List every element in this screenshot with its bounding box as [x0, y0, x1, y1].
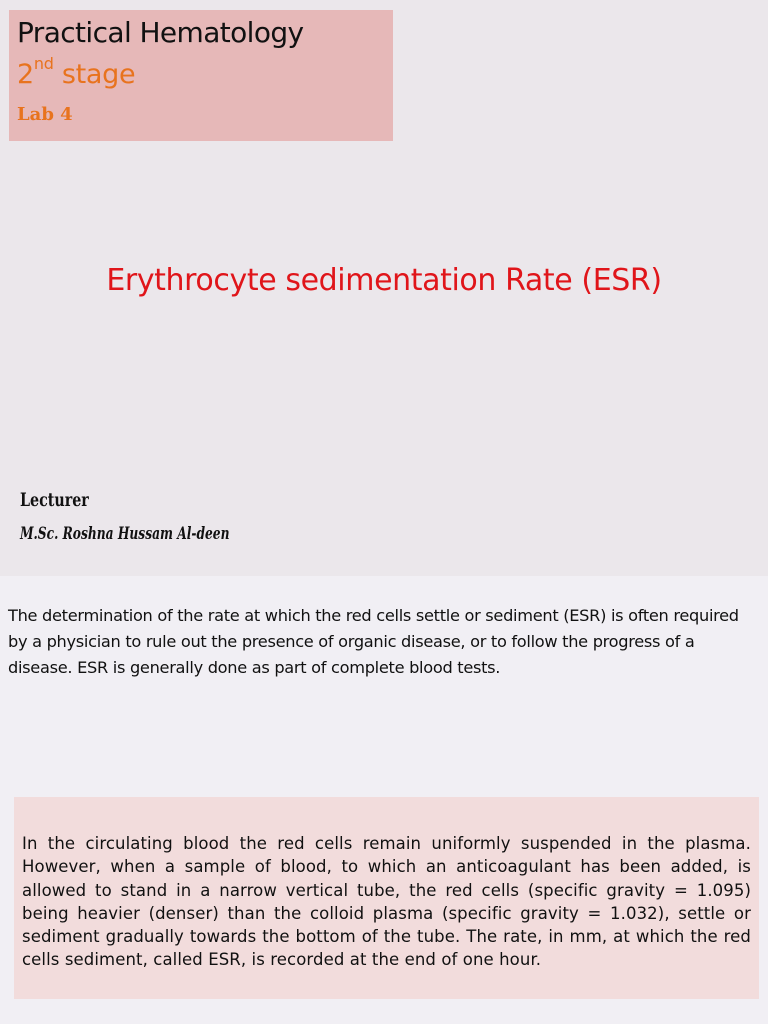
course-header-box: [9, 10, 393, 141]
stage-number: 2: [17, 59, 34, 90]
stage-suffix: nd: [33, 54, 54, 73]
detail-box: [14, 797, 759, 999]
lecturer-name: M.Sc. Roshna Hussam Al-deen: [20, 524, 230, 544]
slide-title: Erythrocyte sedimentation Rate (ESR): [106, 263, 662, 298]
lab-label: Lab 4: [17, 104, 73, 125]
intro-paragraph: The determination of the rate at which the red cells settle or sediment (ESR) is often required by a physician to rule out the presence of organic disease, or to follow the progress of a disease. ESR is generally done as part of complete blood tests.: [8, 606, 739, 677]
detail-paragraph: In the circulating blood the red cells remain uniformly suspended in the plasma. However, when a sample of blood, to which an anticoagulant has been added, is allowed to stand in a narrow vertical tube, the red cells (specific gravity = 1.095) being heavier (denser) than the colloid plasma (specific gravity = 1.032), settle or sediment gradually towards the bottom of the tube. The rate, in mm, at which the red cells sediment, called ESR, is recorded at the end of one hour.: [22, 834, 751, 970]
content-slide: [0, 576, 768, 1024]
stage-label: [17, 54, 136, 90]
stage-word: stage: [53, 59, 136, 90]
course-title: Practical Hematology: [17, 16, 304, 49]
lecturer-label: Lecturer: [20, 489, 89, 511]
